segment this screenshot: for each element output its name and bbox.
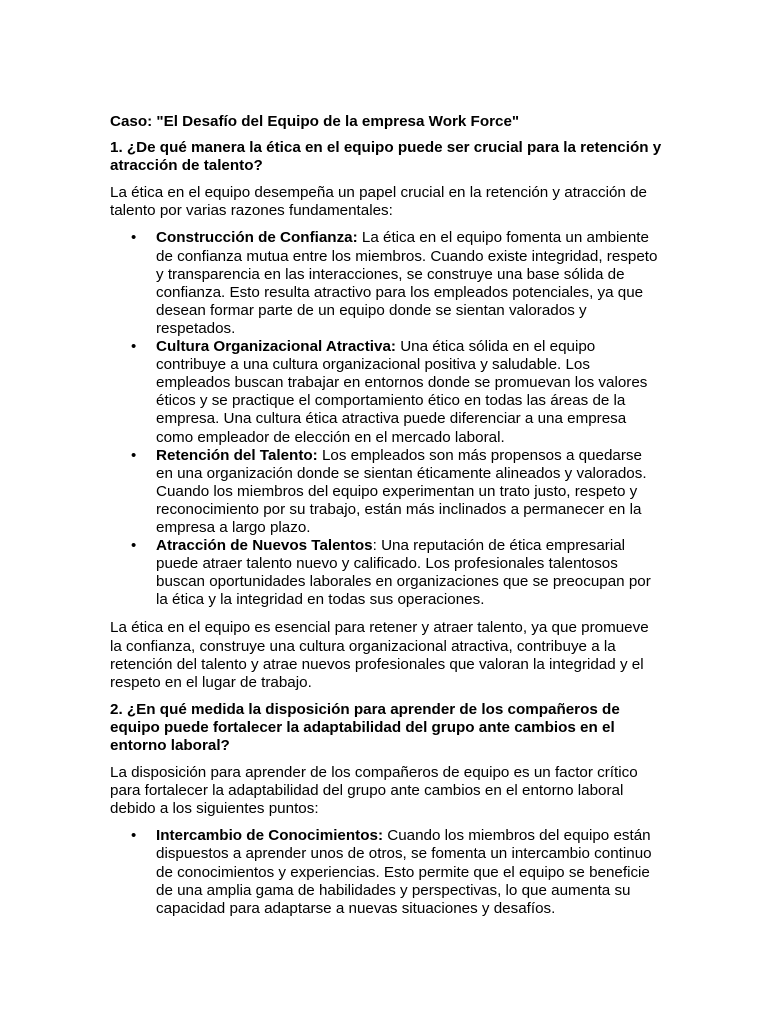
- question-2-intro: La disposición para aprender de los compañeros de equipo es un factor crítico para fortalecer la adaptabilidad del grupo ante cambios en el entorno laboral debido a los siguientes puntos:: [110, 764, 638, 818]
- bullet-text: : Una reputación de ética empresarial puede atraer talento nuevo y calificado. Los profesionales talentosos buscan oportunidades laborales en organizaciones que se preocupan por la ética y la integridad en todas sus operaciones.: [156, 537, 651, 609]
- question-1-intro: La ética en el equipo desempeña un papel crucial en la retención y atracción de talento por varias razones fundamentales:: [110, 184, 647, 220]
- bullet-text: Los empleados son más propensos a quedarse en una organización donde se sientan éticamente alineados y valorados. Cuando los miembros del equipo experimentan un trato justo, respeto y reconocimiento por su trabajo, están más inclinados a permanecer en la empresa a largo plazo.: [156, 446, 647, 536]
- bullet-text: Una ética sólida en el equipo contribuye a una cultura organizacional positiva y saludable. Los empleados buscan trabajar en entornos donde se promuevan los valores éticos y se practique el comportamiento ético en todas las áreas de la empresa. Una cultura ética atractiva puede diferenciar a una empresa como empleador de elección en el mercado laboral.: [156, 338, 648, 446]
- document-page: [110, 113, 662, 928]
- question-2: 2. ¿En qué medida la disposición para aprender de los compañeros de equipo puede fortalecer la adaptabilidad del grupo ante cambios en el entorno laboral?: [110, 700, 620, 754]
- bullet-text: La ética en el equipo fomenta un ambiente de confianza mutua entre los miembros. Cuando existe integridad, respeto y transparencia en las interacciones, se construye una base sólida de confianza. Esto resulta atractivo para los empleados potenciales, ya que desean formar parte de un equipo donde se sientan valorados y respetados.: [156, 229, 658, 337]
- list-item: [131, 229, 662, 338]
- bullet-text: Cuando los miembros del equipo están dispuestos a aprender unos de otros, se fomenta un intercambio continuo de conocimientos y experiencias. Esto permite que el equipo se beneficie de una amplia gama de habilidades y perspectivas, lo que aumenta su capacidad para adaptarse a nuevas situaciones y desafíos.: [156, 827, 652, 917]
- question-1: 1. ¿De qué manera la ética en el equipo puede ser crucial para la retención y atracción de talento?: [110, 139, 662, 175]
- case-title: Caso: "El Desafío del Equipo de la empresa Work Force": [110, 113, 520, 130]
- bullet-term: Construcción de Confianza:: [156, 229, 358, 247]
- list-item: [131, 827, 662, 917]
- list-item: [131, 537, 662, 609]
- bullet-icon: •: [131, 338, 137, 356]
- bullet-icon: •: [131, 446, 137, 464]
- list-item: [131, 446, 662, 537]
- question-1-conclusion: La ética en el equipo es esencial para retener y atraer talento, ya que promueve la confianza, construye una cultura organizacional atractiva, contribuye a la retención del talento y atrae nuevos profesionales que valoran la integridad y el respeto en el lugar de trabajo.: [110, 619, 649, 691]
- question-1-bullet-list: [110, 229, 662, 609]
- bullet-term: Cultura Organizacional Atractiva:: [156, 338, 396, 356]
- bullet-term: Retención del Talento:: [156, 446, 318, 464]
- question-2-bullet-list: [110, 827, 662, 917]
- bullet-icon: •: [131, 827, 137, 845]
- list-item: [131, 338, 662, 447]
- bullet-icon: •: [131, 537, 137, 555]
- bullet-term: Atracción de Nuevos Talentos: [156, 537, 373, 555]
- bullet-icon: •: [131, 229, 137, 247]
- bullet-term: Intercambio de Conocimientos:: [156, 827, 383, 845]
